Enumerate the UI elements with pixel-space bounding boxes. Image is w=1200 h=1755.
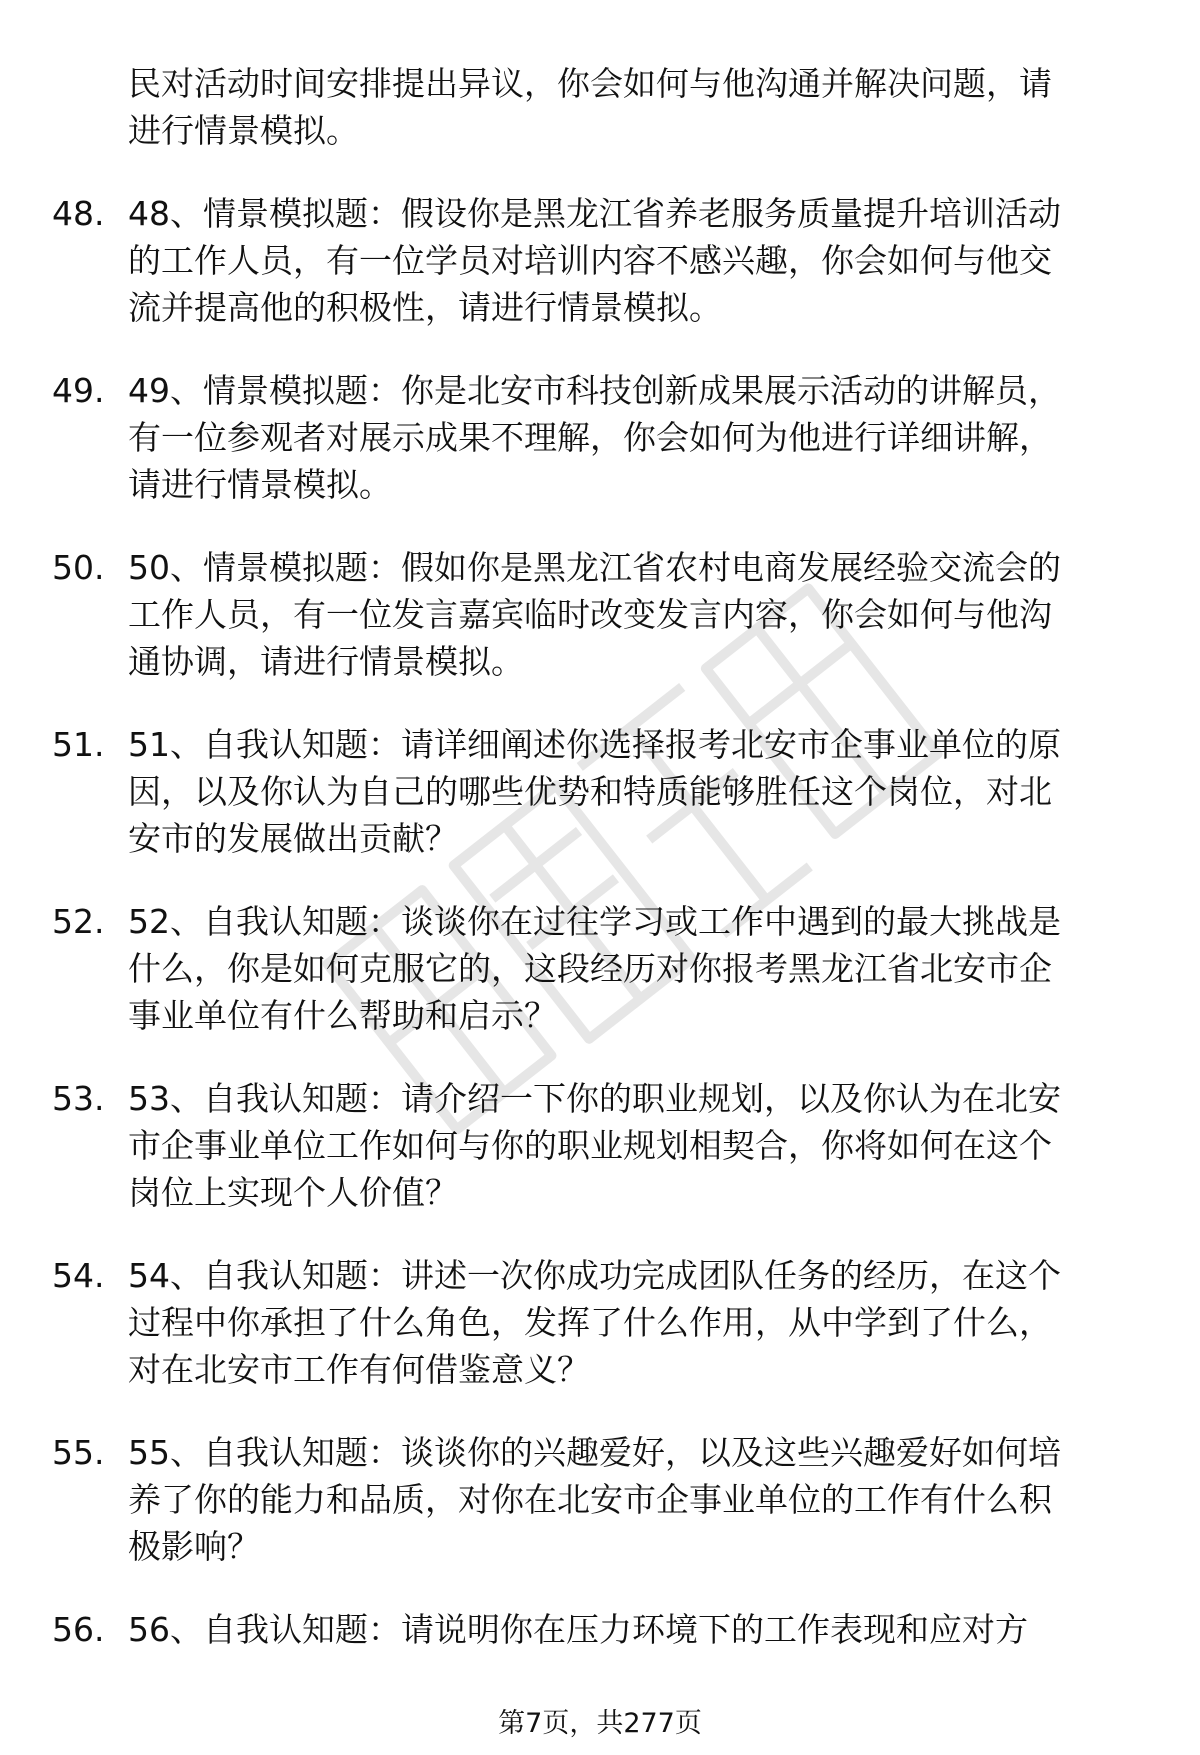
item-number: 56.	[52, 1610, 105, 1649]
text-line: 52、自我认知题：谈谈你在过往学习或工作中遇到的最大挑战是	[128, 902, 1061, 941]
text-line: 事业单位有什么帮助和启示？	[128, 996, 557, 1035]
item-number: 54.	[52, 1256, 105, 1295]
item-text	[128, 721, 1148, 862]
list-item	[52, 544, 1152, 685]
text-line: 48、情景模拟题：假设你是黑龙江省养老服务质量提升培训活动	[128, 194, 1061, 233]
text-line: 54、自我认知题：讲述一次你成功完成团队任务的经历，在这个	[128, 1256, 1061, 1295]
text-line: 极影响？	[128, 1527, 260, 1566]
list-item	[52, 1252, 1152, 1393]
list-item	[52, 1606, 1152, 1653]
text-line: 通协调，请进行情景模拟。	[128, 642, 524, 681]
text-line: 49、情景模拟题：你是北安市科技创新成果展示活动的讲解员，	[128, 371, 1061, 410]
item-text	[128, 898, 1148, 1039]
text-line: 过程中你承担了什么角色，发挥了什么作用，从中学到了什么，	[128, 1303, 1052, 1342]
text-line: 安市的发展做出贡献？	[128, 819, 458, 858]
text-line: 对在北安市工作有何借鉴意义？	[128, 1350, 590, 1389]
text-line: 56、自我认知题：请说明你在压力环境下的工作表现和应对方	[128, 1610, 1028, 1649]
text-line: 53、自我认知题：请介绍一下你的职业规划，以及你认为在北安	[128, 1079, 1061, 1118]
text-line: 因，以及你认为自己的哪些优势和特质能够胜任这个岗位，对北	[128, 772, 1052, 811]
page-number-footer: 第7页，共277页	[498, 1708, 702, 1739]
list-item	[52, 1075, 1152, 1216]
text-line: 50、情景模拟题：假如你是黑龙江省农村电商发展经验交流会的	[128, 548, 1061, 587]
item-text	[128, 1252, 1148, 1393]
list-item	[52, 898, 1152, 1039]
item-number: 48.	[52, 194, 105, 233]
text-line: 的工作人员，有一位学员对培训内容不感兴趣，你会如何与他交	[128, 241, 1052, 280]
text-line: 进行情景模拟。	[128, 111, 359, 150]
text-line: 市企事业单位工作如何与你的职业规划相契合，你将如何在这个	[128, 1126, 1052, 1165]
item-number: 55.	[52, 1433, 105, 1472]
item-text	[128, 544, 1148, 685]
text-line: 工作人员，有一位发言嘉宾临时改变发言内容，你会如何与他沟	[128, 595, 1052, 634]
list-item	[52, 721, 1152, 862]
list-item	[52, 1429, 1152, 1570]
text-line: 民对活动时间安排提出异议，你会如何与他沟通并解决问题，请	[128, 64, 1052, 103]
item-number: 50.	[52, 548, 105, 587]
text-line: 51、自我认知题：请详细阐述你选择报考北安市企事业单位的原	[128, 725, 1061, 764]
continued-paragraph	[128, 60, 1152, 154]
list-item	[52, 190, 1152, 331]
text-line: 55、自我认知题：谈谈你的兴趣爱好，以及这些兴趣爱好如何培	[128, 1433, 1061, 1472]
item-text	[128, 367, 1148, 508]
item-number: 52.	[52, 902, 105, 941]
item-number: 49.	[52, 371, 105, 410]
item-number: 51.	[52, 725, 105, 764]
text-line: 养了你的能力和品质，对你在北安市企事业单位的工作有什么积	[128, 1480, 1052, 1519]
item-text	[128, 1606, 1148, 1653]
text-line: 岗位上实现个人价值？	[128, 1173, 458, 1212]
text-line: 流并提高他的积极性，请进行情景模拟。	[128, 288, 722, 327]
item-text	[128, 1429, 1148, 1570]
text-line: 什么，你是如何克服它的，这段经历对你报考黑龙江省北安市企	[128, 949, 1052, 988]
item-text	[128, 190, 1148, 331]
document-body	[52, 60, 1152, 1689]
item-text	[128, 1075, 1148, 1216]
list-item	[52, 367, 1152, 508]
item-number: 53.	[52, 1079, 105, 1118]
text-line: 请进行情景模拟。	[128, 465, 392, 504]
text-line: 有一位参观者对展示成果不理解，你会如何为他进行详细讲解，	[128, 418, 1052, 457]
